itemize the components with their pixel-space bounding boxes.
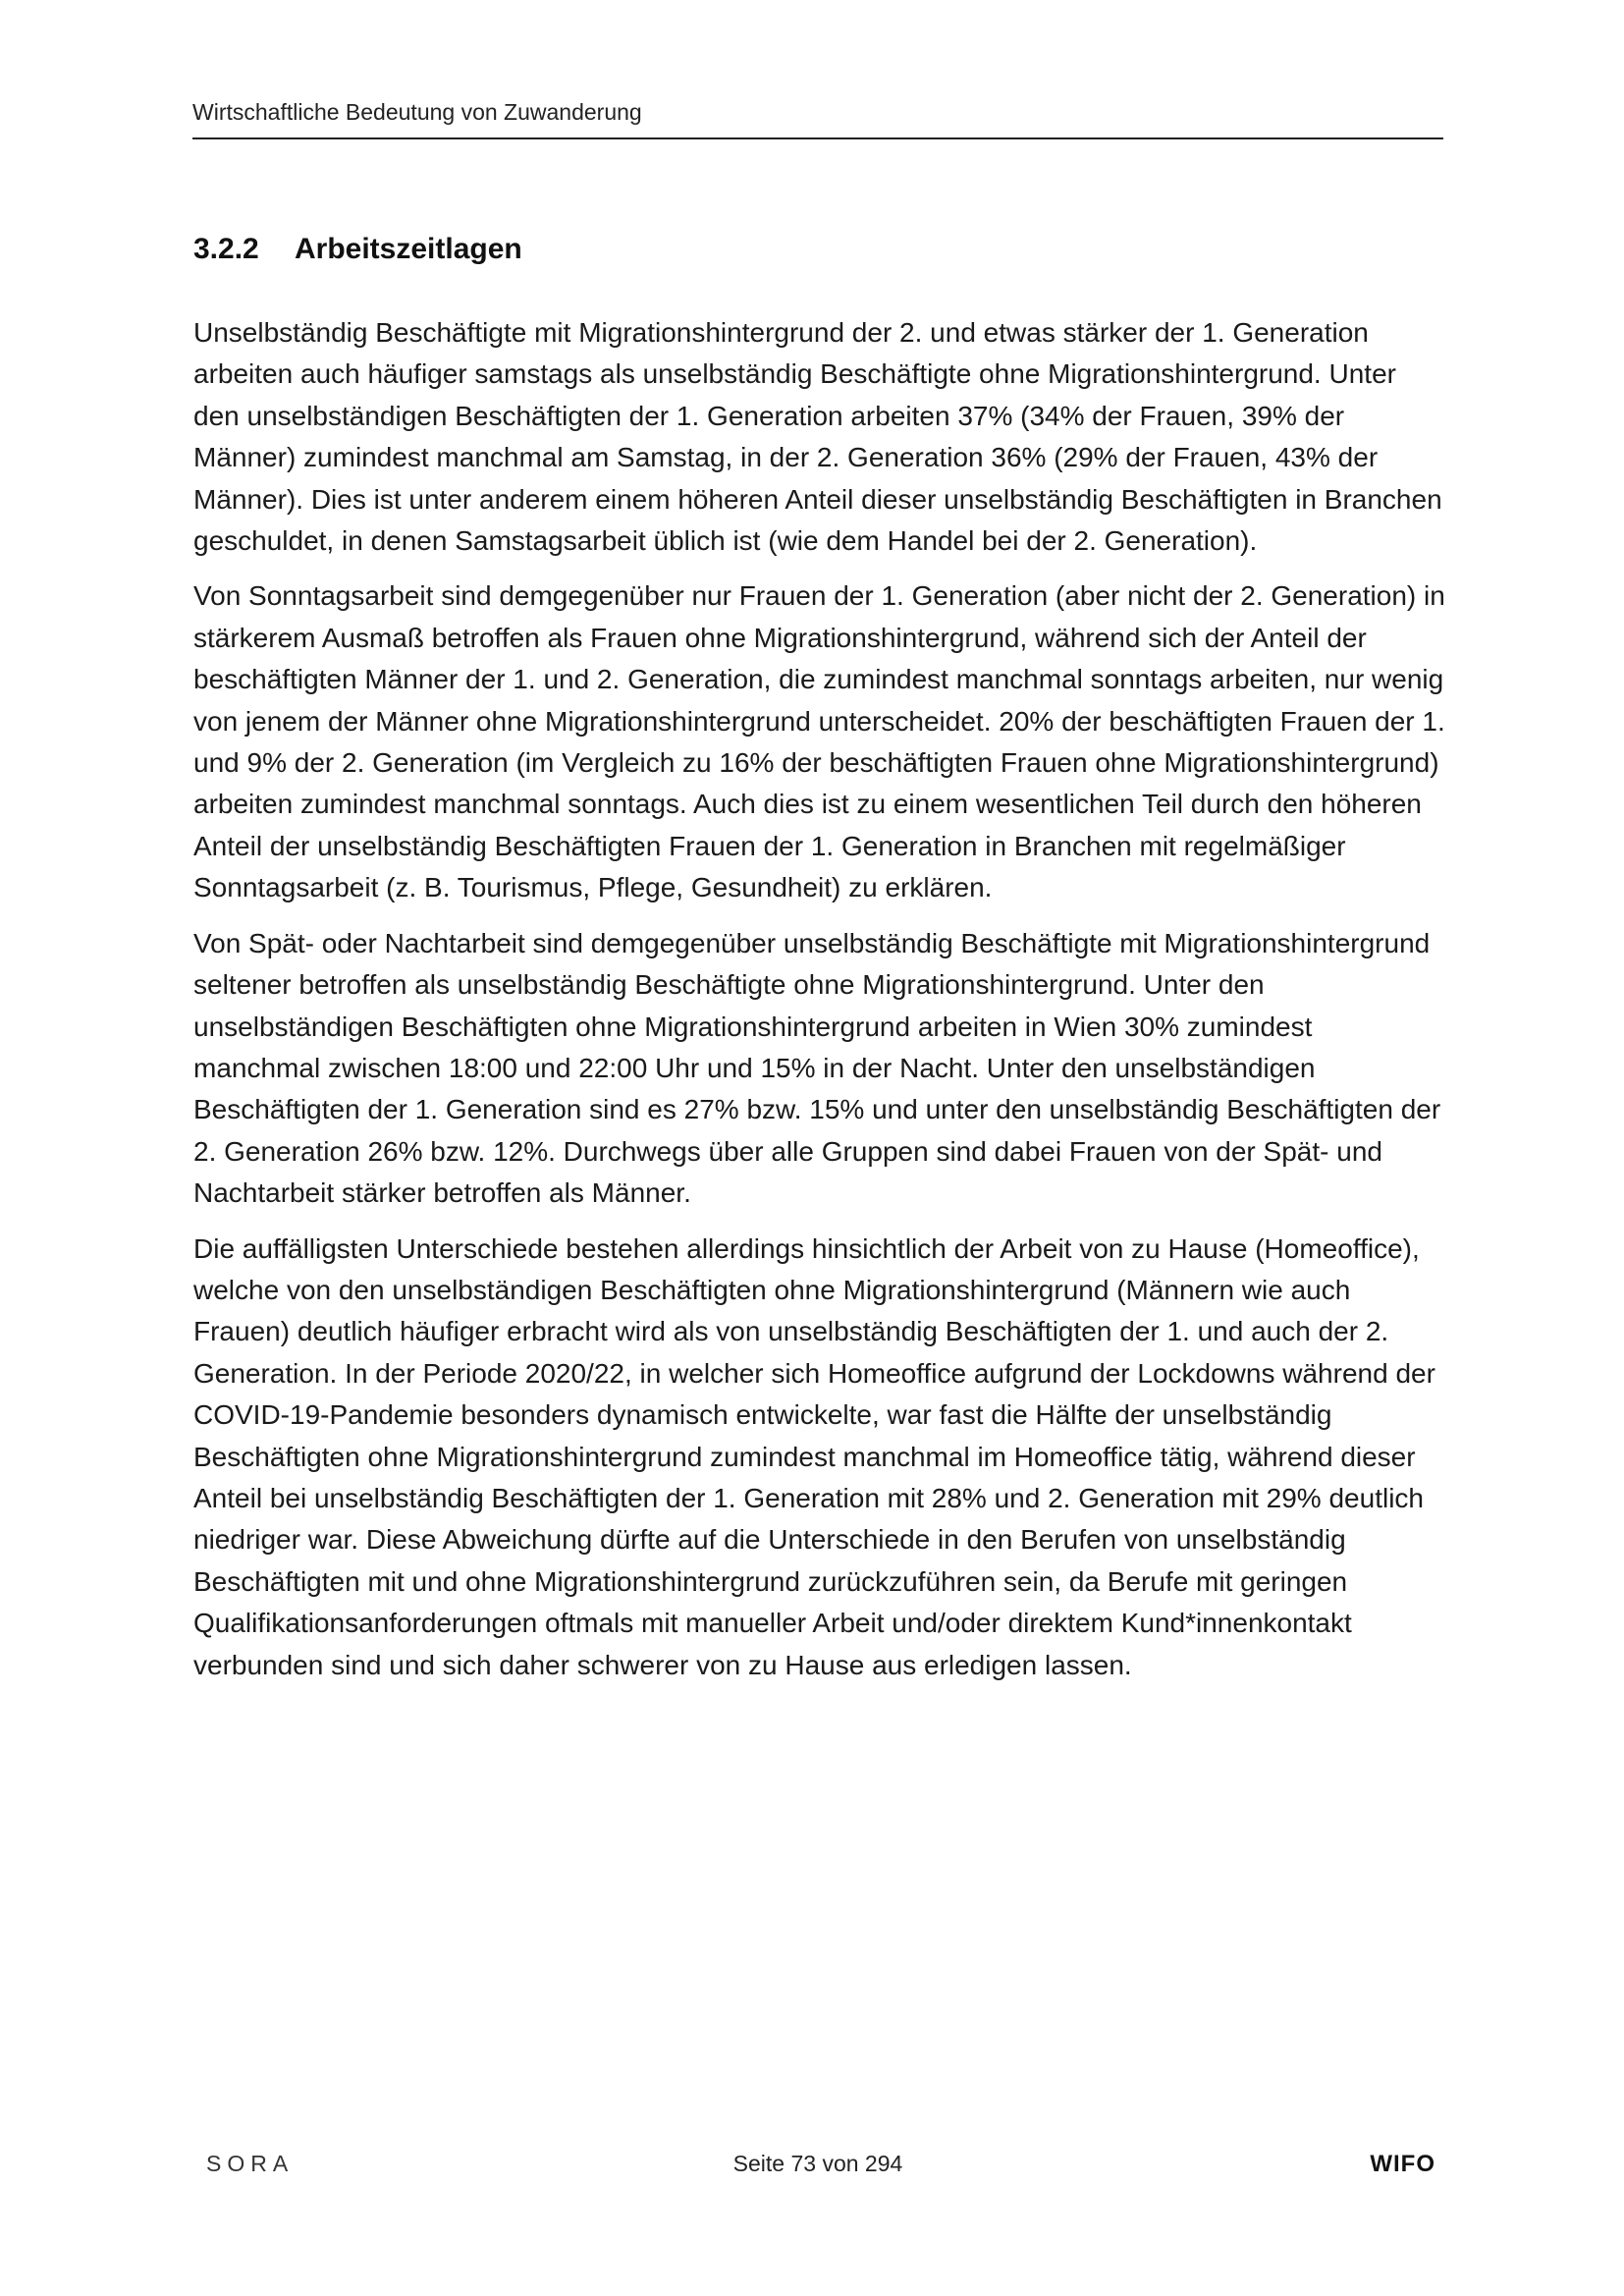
- section-number: 3.2.2: [193, 233, 259, 265]
- paragraph-evening-night-work: Von Spät- oder Nachtarbeit sind demgegenüber unselbständig Beschäftigte mit Migrationshintergrund seltener betroffen als unselbständig Beschäftigte ohne Migrationshintergrund. Unter den unselbständigen Beschäftigten ohne Migrationshintergrund arbeiten in Wien 30% zumindest manchmal zwischen 18:00 und 22:00 Uhr und 15% in der Nacht. Unter den unselbständigen Beschäftigten der 1. Generation sind es 27% bzw. 15% und unter den unselbständig Beschäftigten der 2. Generation 26% bzw. 12%. Durchwegs über alle Gruppen sind dabei Frauen von der Spät- und Nachtarbeit stärker betroffen als Männer.: [193, 927, 1441, 1209]
- page-footer: [192, 2151, 1443, 2190]
- footer-sora-logo: SORA: [206, 2151, 295, 2176]
- running-header-title: Wirtschaftliche Bedeutung von Zuwanderung: [192, 99, 642, 125]
- footer-wifo-logo: WIFO: [1370, 2151, 1435, 2177]
- body-text: [193, 312, 1446, 1700]
- section-heading: [193, 232, 522, 267]
- page-number: Seite 73 von 294: [732, 2151, 903, 2176]
- paragraph-sunday-work: Von Sonntagsarbeit sind demgegenüber nur Frauen der 1. Generation (aber nicht der 2. Generation) in stärkerem Ausmaß betroffen als Frauen ohne Migrationshintergrund, während sich der Anteil der beschäftigten Männer der 1. und 2. Generation, die zumindest manchmal sonntags arbeiten, nur wenig von jenem der Männer ohne Migrationshintergrund unterscheidet. 20% der beschäftigten Frauen der 1. und 9% der 2. Generation (im Vergleich zu 16% der beschäftigten Frauen ohne Migrationshintergrund) arbeiten zumindest manchmal sonntags. Auch dies ist zu einem wesentlichen Teil durch den höheren Anteil der unselbständig Beschäftigten Frauen der 1. Generation in Branchen mit regelmäßiger Sonntagsarbeit (z. B. Tourismus, Pflege, Gesundheit) zu erklären.: [193, 580, 1445, 903]
- paragraph-homeoffice: Die auffälligsten Unterschiede bestehen allerdings hinsichtlich der Arbeit von zu Hause (Homeoffice), welche von den unselbständigen Beschäftigten ohne Migrationshintergrund (Männern wie auch Frauen) deutlich häufiger erbracht wird als von unselbständig Beschäftigten der 1. und auch der 2. Generation. In der Periode 2020/22, in welcher sich Homeoffice aufgrund der Lockdowns während der COVID-19-Pandemie besonders dynamisch entwickelte, war fast die Hälfte der unselbständig Beschäftigten ohne Migrationshintergrund zumindest manchmal im Homeoffice tätig, während dieser Anteil bei unselbständig Beschäftigten der 1. Generation mit 28% und 2. Generation mit 29% deutlich niedriger war. Diese Abweichung dürfte auf die Unterschiede in den Berufen von unselbständig Beschäftigten mit und ohne Migrationshintergrund zurückzuführen sein, da Berufe mit geringen Qualifikationsanforderungen oftmals mit manueller Arbeit und/oder direktem Kund*innenkontakt verbunden sind und sich daher schwerer von zu Hause aus erledigen lassen.: [193, 1232, 1435, 1680]
- page-header: [192, 94, 1443, 139]
- paragraph-saturday-work: Unselbständig Beschäftigte mit Migrationshintergrund der 2. und etwas stärker der 1. Generation arbeiten auch häufiger samstags als unselbständig Beschäftigte ohne Migrationshintergrund. Unter den unselbständigen Beschäftigten der 1. Generation arbeiten 37% (34% der Frauen, 39% der Männer) zumindest manchmal am Samstag, in der 2. Generation 36% (29% der Frauen, 43% der Männer). Dies ist unter anderem einem höheren Anteil dieser unselbständig Beschäftigten in Branchen geschuldet, in denen Samstagsarbeit üblich ist (wie dem Handel bei der 2. Generation).: [193, 317, 1442, 557]
- section-title: Arbeitszeitlagen: [295, 233, 522, 265]
